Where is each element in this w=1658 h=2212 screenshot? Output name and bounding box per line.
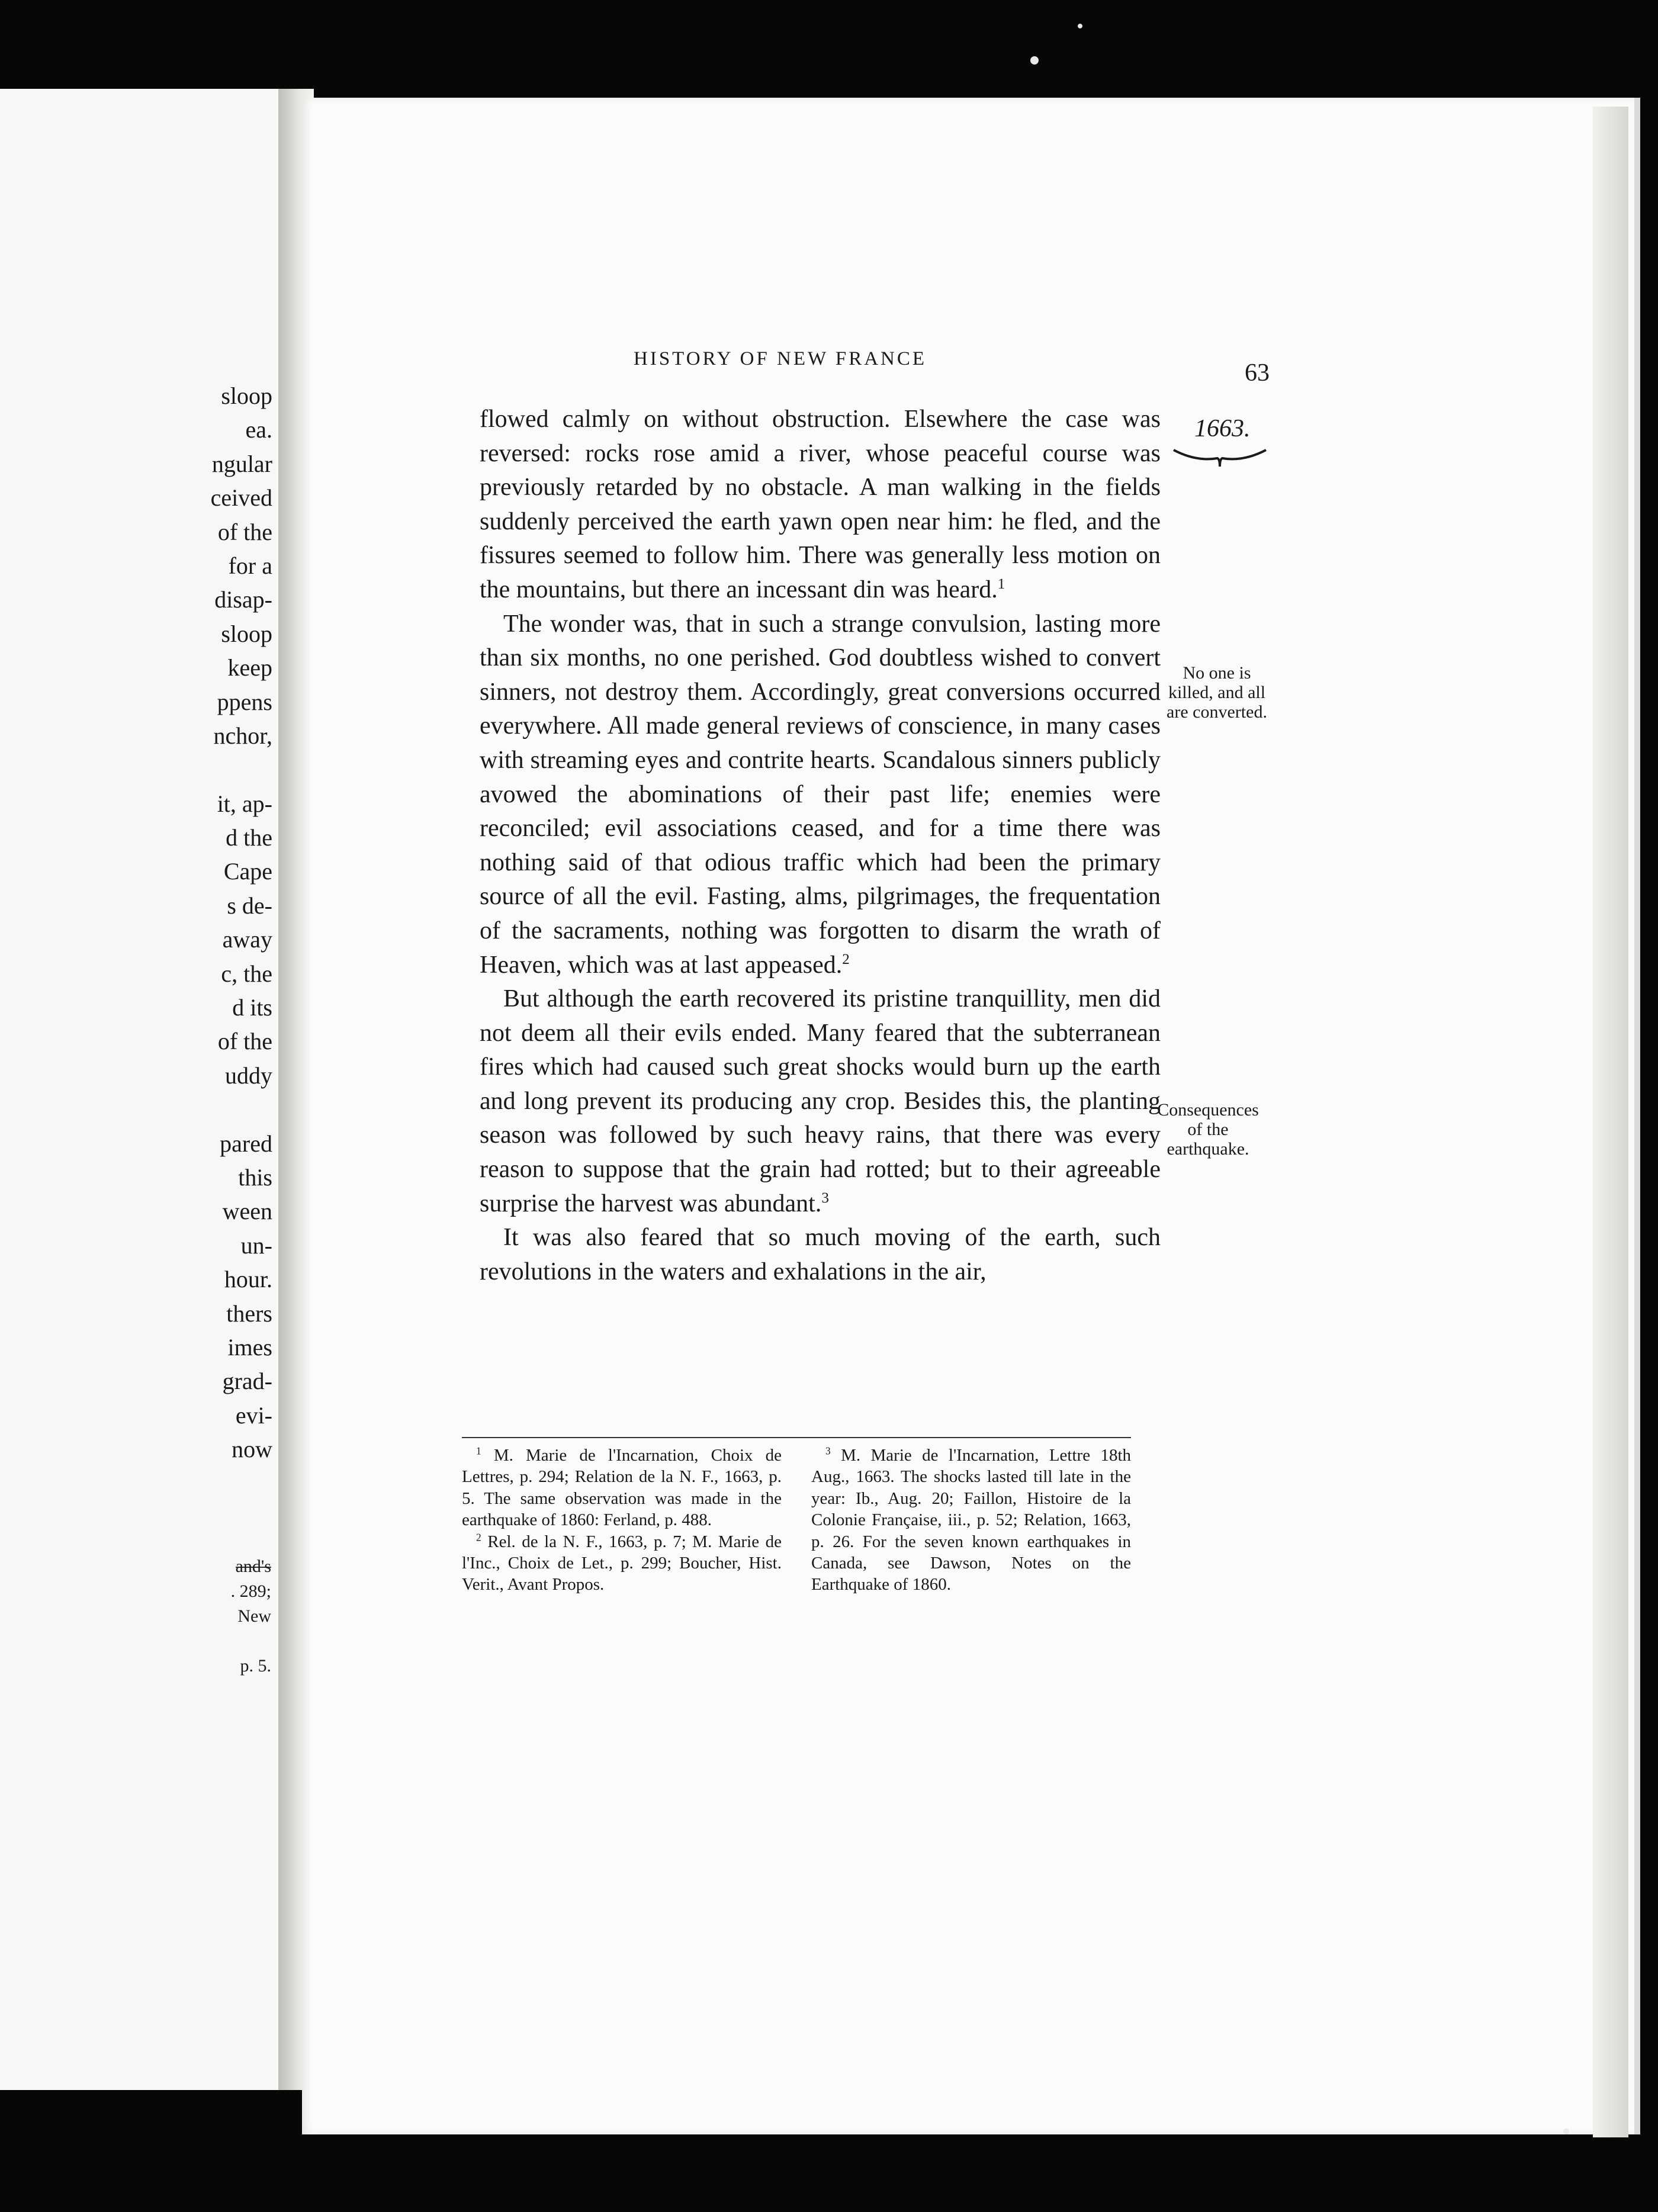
page-edge-shadow xyxy=(1593,107,1628,2137)
paragraph xyxy=(480,982,1161,1221)
facing-line: imes xyxy=(227,1333,272,1361)
facing-line: keep xyxy=(227,654,272,681)
footnote-text: Rel. de la N. F., 1663, p. 7; M. Marie de l'Inc., Choix de Let., p. 299; Boucher, Hist. Verit., Avant Propos. xyxy=(462,1532,782,1594)
facing-line: sloop xyxy=(221,620,272,647)
facing-note-line xyxy=(176,1629,271,1654)
paragraph-text: The wonder was, that in such a strange convulsion, lasting more than six months, no one perished. God doubtless wished to convert sinners, not destroy them. Accordingly, great conversions occurred everywhere. All made general reviews of conscience, in many cases with streaming eyes and contrite hearts. Scandalous sinners publicly avowed the abominations of their past life; enemies were reconciled; evil associations ceased, and for a time there was nothing said of that odious traffic which had been the primary source of all the evil. Fasting, alms, pilgrimages, the frequentation of the sacraments, nothing was forgotten to disarm the wrath of Heaven, which was at last appeased. xyxy=(480,610,1161,979)
facing-line: uddy xyxy=(225,1062,272,1089)
footnote-column-left xyxy=(462,1445,782,1596)
running-title: HISTORY OF NEW FRANCE xyxy=(634,348,927,369)
facing-line: grad- xyxy=(222,1368,272,1395)
facing-line: ceived xyxy=(210,484,272,512)
facing-line: s de- xyxy=(227,892,272,919)
paragraph-text: flowed calmly on without obstruction. Elsewhere the case was reversed: rocks rose amid a river, whose peaceful course was previously retarded by no obstacle. A man walking in the fields suddenly perceived the earth yawn open near him: he fled, and the fissures seemed to follow him. There was generally less motion on the mountains, but there an incessant din was heard. xyxy=(480,406,1161,603)
facing-line: thers xyxy=(226,1300,272,1327)
facing-note-line: p. 5. xyxy=(240,1656,271,1676)
facing-line: ween xyxy=(222,1198,272,1225)
facing-line: pared xyxy=(220,1130,272,1157)
facing-page xyxy=(0,89,282,2090)
footnote-column-right xyxy=(811,1445,1131,1596)
facing-line: of the xyxy=(217,518,272,545)
facing-line: it, ap- xyxy=(217,790,272,817)
facing-line: away xyxy=(222,926,272,953)
footnote-ref: 1 xyxy=(997,575,1005,592)
margin-year: 1663. xyxy=(1194,415,1251,442)
facing-page-text xyxy=(136,379,272,1467)
footnote-rule xyxy=(462,1437,1131,1438)
footnote-mark: 2 xyxy=(476,1531,481,1543)
marginal-note: No one is killed, and all are converted. xyxy=(1167,663,1267,722)
facing-note-line: . 289; xyxy=(230,1581,271,1601)
paragraph-text: But although the earth recovered its pristine tranquillity, men did not deem all their evils ended. Many feared that the subterranean fires which had caused such great shocks would burn up the earth and long prevent its producing any crop. Besides this, the planting season was followed by such heavy rains, that there was every reason to suppose that the grain had rotted; but to their agreeable surprise the harvest was abundant. xyxy=(480,985,1161,1217)
facing-line: hour. xyxy=(224,1266,272,1293)
marginal-note: Consequences of the earthquake. xyxy=(1157,1100,1259,1159)
facing-line: d its xyxy=(232,994,272,1021)
facing-line: Cape xyxy=(223,858,272,885)
footnote-mark: 3 xyxy=(825,1445,831,1457)
footnote-mark: 1 xyxy=(476,1445,481,1457)
facing-line: ea. xyxy=(245,416,272,443)
page-number: 63 xyxy=(1245,359,1270,387)
facing-line: for a xyxy=(228,552,272,579)
footnote-text: M. Marie de l'Incarnation, Lettre 18th Aug., 1663. The shocks lasted till late in the year: Ib., Aug. 20; Faillon, Histoire de la Colonie Française, iii., p. 52; Relation, 1663, p. 26. For the seven known earthquakes in Canada, see Dawson, Notes on the Earthquake of 1860. xyxy=(811,1446,1132,1594)
body-text xyxy=(480,403,1161,1289)
facing-page-footnotes xyxy=(176,1554,271,1679)
footnote-text: M. Marie de l'Incarnation, Choix de Lettres, p. 294; Relation de la N. F., 1663, p. 5. The same observation was made in the earthquake of 1860: Ferland, p. 488. xyxy=(462,1446,782,1530)
facing-line: c, the xyxy=(221,960,272,987)
scan-speck xyxy=(1030,56,1039,65)
footnote xyxy=(811,1445,1131,1596)
facing-line: d the xyxy=(226,824,272,851)
facing-line: ngular xyxy=(211,450,272,477)
footnotes xyxy=(462,1445,1131,1596)
scan-speck xyxy=(1078,24,1082,28)
facing-line: this xyxy=(238,1163,272,1191)
facing-line: un- xyxy=(240,1232,272,1259)
facing-note-line: New xyxy=(237,1606,271,1626)
scan-speck xyxy=(1563,2129,1569,2134)
facing-line: ppens xyxy=(217,688,272,715)
facing-line: evi- xyxy=(235,1401,272,1429)
paragraph xyxy=(480,403,1161,607)
facing-note-line: and's xyxy=(235,1557,271,1576)
facing-line: of the xyxy=(217,1028,272,1055)
footnote xyxy=(462,1531,782,1596)
footnote xyxy=(462,1445,782,1531)
footnote-ref: 3 xyxy=(821,1189,829,1206)
paragraph xyxy=(480,607,1161,983)
facing-line: now xyxy=(232,1436,272,1463)
facing-line xyxy=(136,753,272,786)
facing-line: disap- xyxy=(214,586,272,613)
brace-icon xyxy=(1172,445,1267,469)
paragraph-text: It was also feared that so much moving of the earth, such revolutions in the waters and exhalations in the air, xyxy=(480,1224,1161,1285)
footnote-ref: 2 xyxy=(842,951,850,967)
facing-line: sloop xyxy=(221,382,272,409)
paragraph xyxy=(480,1221,1161,1289)
facing-line xyxy=(136,1092,272,1126)
facing-line: nchor, xyxy=(213,722,272,749)
